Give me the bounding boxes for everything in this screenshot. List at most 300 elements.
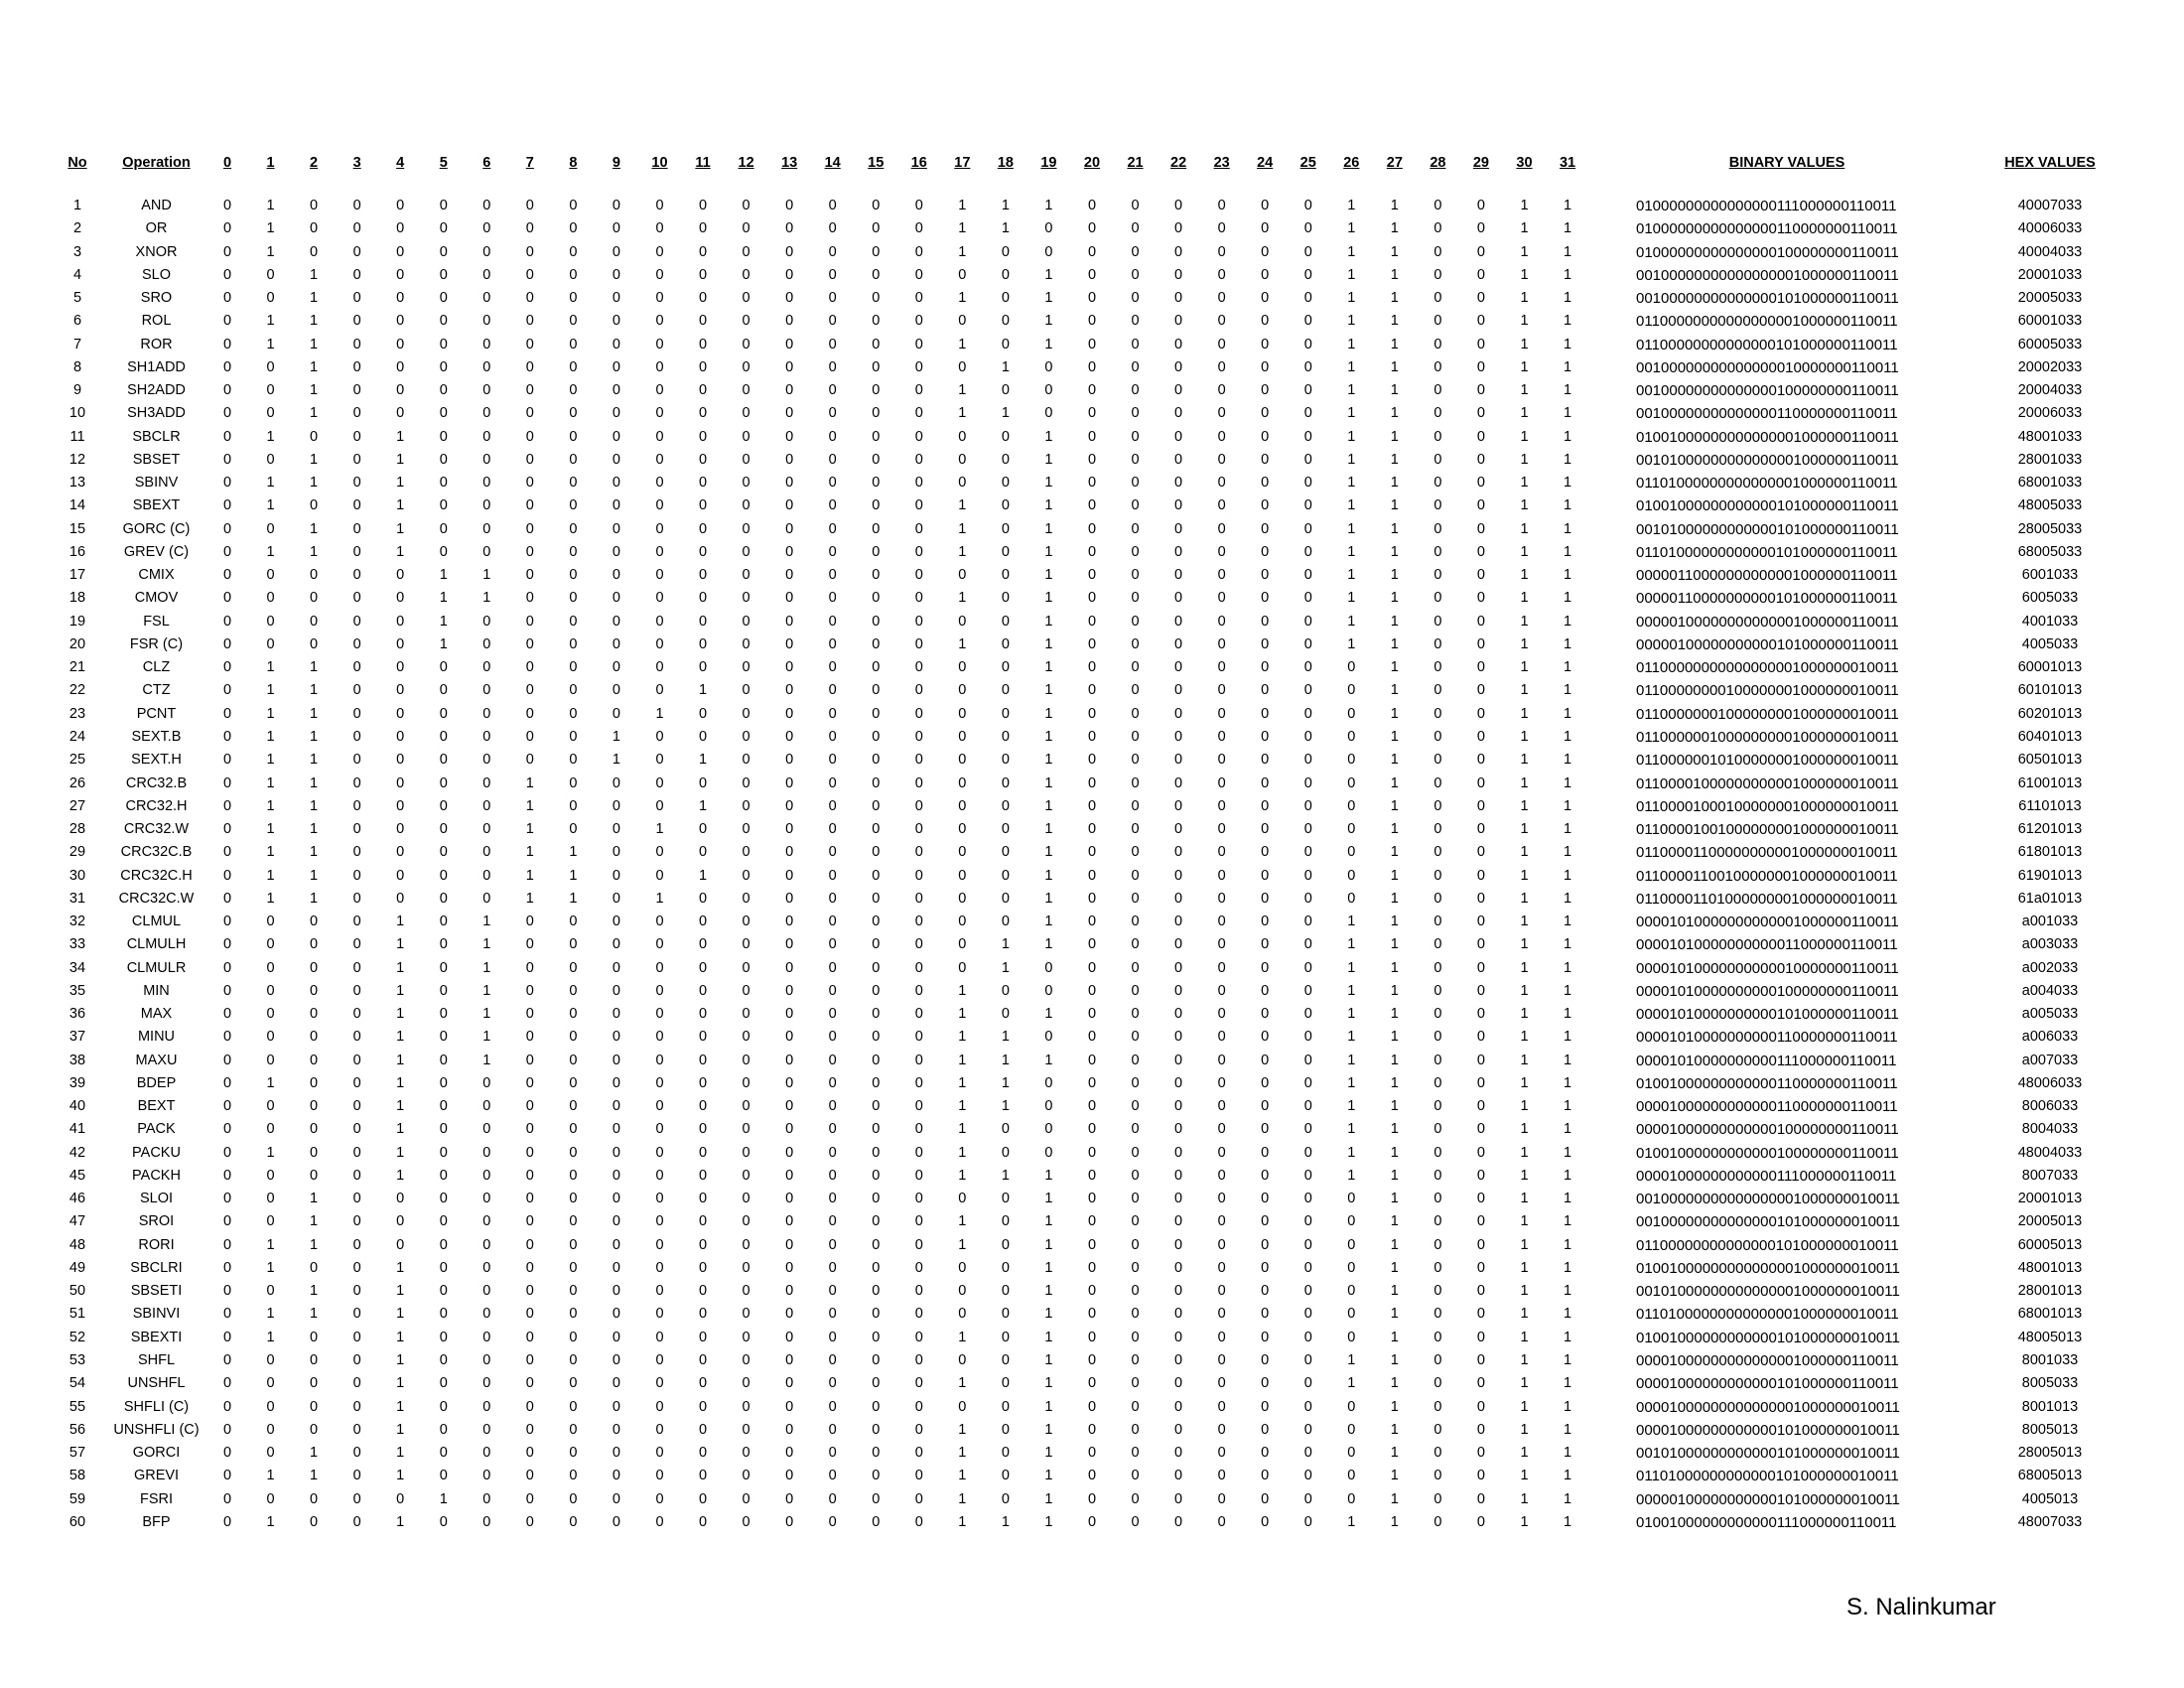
- bit-cell: 0: [1261, 590, 1270, 607]
- bit-cell: 0: [1261, 1236, 1270, 1253]
- bit-cell: 0: [396, 867, 405, 884]
- bit-cell: 0: [1131, 1167, 1140, 1184]
- bit-cell: 0: [1347, 1306, 1356, 1323]
- bit-cell: 0: [1087, 1513, 1097, 1530]
- bit-cell: 1: [396, 1144, 405, 1161]
- bit-cell: 0: [1303, 1006, 1312, 1023]
- bit-cell: 1: [266, 797, 275, 814]
- bit-cell: 1: [699, 682, 708, 699]
- bit-cell: 0: [872, 659, 881, 676]
- bit-cell: 1: [1390, 1213, 1399, 1230]
- bit-cell: 0: [1261, 405, 1270, 422]
- bit-cell: 0: [655, 752, 664, 769]
- bit-cell: 1: [1044, 1375, 1053, 1392]
- bit-cell: 0: [1087, 405, 1097, 422]
- operation-name: BEXT: [137, 1098, 176, 1115]
- hex-value: 20001033: [2017, 266, 2083, 283]
- operation-name: CRC32.B: [125, 774, 188, 791]
- bit-cell: 1: [1390, 243, 1399, 260]
- bit-cell: 0: [785, 590, 794, 607]
- bit-cell: 1: [1390, 774, 1399, 791]
- table-row: [0, 356, 2184, 379]
- bit-cell: 0: [1433, 1006, 1442, 1023]
- bit-cell: 0: [1347, 682, 1356, 699]
- bit-cell: 1: [1564, 1213, 1572, 1230]
- bit-cell: 1: [1520, 705, 1529, 722]
- bit-cell: 0: [742, 1445, 751, 1462]
- bit-cell: 1: [1390, 1236, 1399, 1253]
- bit-cell: 1: [396, 1352, 405, 1368]
- bit-cell: 0: [439, 336, 448, 352]
- bit-cell: 1: [1390, 520, 1399, 537]
- bit-cell: 0: [1087, 1398, 1097, 1415]
- bit-cell: 0: [439, 1421, 448, 1438]
- bit-cell: 0: [310, 1352, 319, 1368]
- bit-cell: 0: [1131, 358, 1140, 375]
- bit-cell: 0: [1303, 797, 1312, 814]
- bit-cell: 0: [1131, 867, 1140, 884]
- bit-cell: 0: [352, 1074, 361, 1091]
- bit-cell: 0: [872, 1167, 881, 1184]
- bit-cell: 1: [266, 475, 275, 492]
- bit-cell: 0: [1131, 1121, 1140, 1138]
- bit-cell: 0: [785, 844, 794, 861]
- bit-cell: 1: [1044, 914, 1053, 930]
- bit-cell: 0: [1001, 1468, 1010, 1484]
- bit-cell: 0: [1174, 1167, 1183, 1184]
- bit-cell: 1: [396, 497, 405, 514]
- bit-cell: 0: [266, 936, 275, 953]
- bit-cell: 0: [1303, 428, 1312, 445]
- bit-cell: 1: [1044, 1398, 1053, 1415]
- hex-value: 48004033: [2017, 1144, 2083, 1161]
- bit-cell: 1: [958, 1029, 967, 1046]
- hex-value: 60001033: [2017, 313, 2083, 330]
- binary-value: 01100000000000000001000000010011: [1636, 659, 1899, 677]
- bit-cell: 0: [828, 1121, 837, 1138]
- bit-cell: 0: [1303, 682, 1312, 699]
- operation-name: MAXU: [135, 1052, 178, 1068]
- bit-cell: 1: [1044, 844, 1053, 861]
- bit-cell: 0: [1433, 774, 1442, 791]
- bit-cell: 0: [352, 266, 361, 283]
- bit-cell: 0: [1476, 243, 1485, 260]
- bit-cell: 0: [1476, 821, 1485, 838]
- bit-cell: 1: [1390, 497, 1399, 514]
- operation-name: GORCI: [132, 1445, 181, 1462]
- bit-cell: 0: [1087, 1074, 1097, 1091]
- bit-cell: 0: [310, 428, 319, 445]
- bit-cell: 0: [1174, 867, 1183, 884]
- bit-cell: 0: [1476, 1259, 1485, 1276]
- bit-cell: 0: [352, 567, 361, 584]
- operation-name: CRC32C.B: [120, 844, 193, 861]
- bit-cell: 0: [828, 752, 837, 769]
- bit-cell: 1: [1564, 543, 1572, 560]
- operation-name: ROR: [140, 336, 173, 352]
- table-header-row: [0, 151, 2184, 175]
- bit-cell: 0: [699, 1098, 708, 1115]
- bit-cell: 0: [742, 1468, 751, 1484]
- bit-cell: 0: [1217, 1098, 1226, 1115]
- bit-cell: 0: [742, 198, 751, 213]
- bit-cell: 1: [1044, 774, 1053, 791]
- bit-cell: 0: [1476, 1468, 1485, 1484]
- bit-cell: 1: [1564, 1006, 1572, 1023]
- bit-cell: 0: [1303, 1191, 1312, 1207]
- bit-cell: 0: [1217, 1421, 1226, 1438]
- bit-cell: 1: [958, 1468, 967, 1484]
- bit-cell: 0: [352, 1167, 361, 1184]
- bit-cell: 0: [1303, 1236, 1312, 1253]
- bit-cell: 1: [1520, 635, 1529, 652]
- binary-value: 00001000000000000001000000010011: [1636, 1398, 1900, 1416]
- bit-cell: 0: [439, 797, 448, 814]
- row-number: 36: [68, 1006, 86, 1023]
- bit-cell: 0: [1347, 1259, 1356, 1276]
- row-number: 26: [68, 774, 86, 791]
- bit-cell: 0: [828, 1074, 837, 1091]
- bit-cell: 0: [222, 1283, 232, 1300]
- bit-cell: 1: [525, 821, 534, 838]
- bit-cell: 0: [742, 1283, 751, 1300]
- bit-cell: 0: [266, 959, 275, 976]
- bit-cell: 0: [569, 1259, 578, 1276]
- bit-cell: 0: [612, 520, 620, 537]
- bit-cell: 0: [828, 1259, 837, 1276]
- operation-name: FSRI: [139, 1490, 174, 1507]
- bit-cell: 0: [525, 1283, 534, 1300]
- bit-cell: 0: [785, 797, 794, 814]
- bit-cell: 0: [699, 1191, 708, 1207]
- bit-cell: 0: [482, 1074, 491, 1091]
- bit-cell: 0: [1131, 543, 1140, 560]
- row-number: 35: [68, 982, 86, 999]
- bit-cell: 0: [1001, 1375, 1010, 1392]
- bit-cell: 0: [1303, 982, 1312, 999]
- bit-cell: 0: [1261, 682, 1270, 699]
- bit-cell: 0: [1347, 1468, 1356, 1484]
- table-row: [0, 310, 2184, 333]
- bit-cell: 0: [1174, 336, 1183, 352]
- bit-cell: 1: [1520, 1236, 1529, 1253]
- bit-cell: 0: [352, 728, 361, 745]
- bit-cell: 0: [1476, 959, 1485, 976]
- bit-cell: 0: [1476, 358, 1485, 375]
- bit-cell: 0: [352, 1098, 361, 1115]
- bit-cell: 0: [699, 336, 708, 352]
- bit-cell: 0: [569, 520, 578, 537]
- bit-cell: 0: [1433, 613, 1442, 630]
- bit-cell: 0: [1087, 613, 1097, 630]
- hex-value: 28001013: [2017, 1283, 2083, 1300]
- bit-cell: 0: [352, 659, 361, 676]
- bit-cell: 0: [1217, 1074, 1226, 1091]
- operation-name: CMIX: [138, 567, 175, 584]
- bit-cell: 0: [1261, 358, 1270, 375]
- bit-cell: 1: [958, 1236, 967, 1253]
- bit-cell: 0: [699, 475, 708, 492]
- bit-cell: 1: [310, 520, 319, 537]
- bit-cell: 0: [914, 1052, 923, 1068]
- bit-cell: 1: [1564, 774, 1572, 791]
- bit-cell: 0: [1001, 613, 1010, 630]
- bit-cell: 0: [914, 1121, 923, 1138]
- bit-cell: 0: [742, 543, 751, 560]
- bit-cell: 0: [310, 1029, 319, 1046]
- bit-cell: 0: [1131, 1074, 1140, 1091]
- bit-cell: 0: [569, 475, 578, 492]
- bit-cell: 0: [655, 959, 664, 976]
- bit-cell: 0: [1347, 705, 1356, 722]
- bit-cell: 0: [785, 1213, 794, 1230]
- bit-cell: 1: [958, 1167, 967, 1184]
- bit-cell: 1: [1390, 1191, 1399, 1207]
- bit-cell: 0: [1131, 1306, 1140, 1323]
- bit-cell: 1: [439, 1490, 448, 1507]
- bit-cell: 1: [1390, 1074, 1399, 1091]
- bit-cell: 0: [655, 1029, 664, 1046]
- bit-cell: 1: [1564, 844, 1572, 861]
- bit-cell: 1: [1520, 1213, 1529, 1230]
- bit-cell: 0: [655, 1513, 664, 1530]
- bit-cell: 0: [828, 659, 837, 676]
- header-bit: 20: [1083, 155, 1101, 171]
- bit-cell: 1: [1520, 1098, 1529, 1115]
- bit-cell: 0: [1174, 1006, 1183, 1023]
- bit-cell: 0: [828, 635, 837, 652]
- bit-cell: 0: [439, 890, 448, 907]
- bit-cell: 0: [914, 428, 923, 445]
- operation-name: SEXT.B: [131, 728, 182, 745]
- bit-cell: 0: [828, 1421, 837, 1438]
- bit-cell: 0: [222, 520, 232, 537]
- bit-cell: 0: [525, 1191, 534, 1207]
- bit-cell: 0: [699, 382, 708, 399]
- bit-cell: 0: [828, 313, 837, 330]
- bit-cell: 1: [1520, 1029, 1529, 1046]
- bit-cell: 0: [785, 728, 794, 745]
- bit-cell: 0: [352, 705, 361, 722]
- bit-cell: 0: [310, 1167, 319, 1184]
- bit-cell: 0: [1087, 1421, 1097, 1438]
- bit-cell: 0: [785, 1029, 794, 1046]
- hex-value: 8005033: [2021, 1375, 2079, 1392]
- bit-cell: 0: [569, 1236, 578, 1253]
- bit-cell: 0: [742, 1259, 751, 1276]
- bit-cell: 0: [1131, 1006, 1140, 1023]
- bit-cell: 1: [1520, 914, 1529, 930]
- bit-cell: 1: [396, 1006, 405, 1023]
- table-row: [0, 726, 2184, 749]
- bit-cell: 1: [1347, 358, 1356, 375]
- bit-cell: 0: [1476, 613, 1485, 630]
- bit-cell: 0: [1476, 1445, 1485, 1462]
- bit-cell: 0: [266, 1052, 275, 1068]
- bit-cell: 0: [439, 497, 448, 514]
- bit-cell: 0: [310, 220, 319, 237]
- bit-cell: 0: [1433, 821, 1442, 838]
- hex-value: 61101013: [2018, 797, 2082, 814]
- bit-cell: 0: [655, 1306, 664, 1323]
- table-row: [0, 1327, 2184, 1349]
- bit-cell: 0: [828, 451, 837, 468]
- bit-cell: 1: [1390, 220, 1399, 237]
- bit-cell: 0: [785, 1006, 794, 1023]
- bit-cell: 0: [1261, 497, 1270, 514]
- bit-cell: 0: [1044, 1121, 1053, 1138]
- bit-cell: 1: [396, 1468, 405, 1484]
- bit-cell: 0: [742, 936, 751, 953]
- bit-cell: 0: [439, 914, 448, 930]
- row-number: 27: [68, 797, 86, 814]
- bit-cell: 0: [742, 659, 751, 676]
- bit-cell: 0: [742, 1029, 751, 1046]
- bit-cell: 0: [482, 821, 491, 838]
- bit-cell: 0: [1261, 451, 1270, 468]
- binary-value: 01100000000100000001000000010011: [1636, 682, 1899, 700]
- bit-cell: 0: [482, 1283, 491, 1300]
- bit-cell: 1: [1520, 1191, 1529, 1207]
- bit-cell: 1: [1347, 1052, 1356, 1068]
- bit-cell: 0: [872, 1098, 881, 1115]
- hex-value: 8007033: [2021, 1167, 2079, 1184]
- bit-cell: 0: [1087, 844, 1097, 861]
- bit-cell: 0: [872, 451, 881, 468]
- bit-cell: 0: [1217, 1006, 1226, 1023]
- bit-cell: 1: [958, 1445, 967, 1462]
- bit-cell: 0: [1174, 266, 1183, 283]
- bit-cell: 0: [612, 313, 620, 330]
- table-row: [0, 564, 2184, 587]
- bit-cell: 0: [1433, 1074, 1442, 1091]
- bit-cell: 1: [1564, 1098, 1572, 1115]
- bit-cell: 0: [222, 1236, 232, 1253]
- bit-cell: 0: [1001, 821, 1010, 838]
- bit-cell: 0: [828, 1352, 837, 1368]
- bit-cell: 0: [1433, 1468, 1442, 1484]
- bit-cell: 0: [612, 543, 620, 560]
- bit-cell: 0: [525, 313, 534, 330]
- bit-cell: 1: [1390, 1445, 1399, 1462]
- bit-cell: 0: [1131, 982, 1140, 999]
- bit-cell: 0: [569, 290, 578, 307]
- operation-name: GREV (C): [123, 543, 190, 560]
- operation-name: SRO: [140, 290, 173, 307]
- bit-cell: 0: [612, 1329, 620, 1345]
- bit-cell: 0: [1433, 1398, 1442, 1415]
- bit-cell: 0: [1001, 1236, 1010, 1253]
- bit-cell: 0: [222, 266, 232, 283]
- row-number: 21: [68, 659, 86, 676]
- bit-cell: 0: [1217, 774, 1226, 791]
- bit-cell: 0: [612, 936, 620, 953]
- bit-cell: 0: [785, 497, 794, 514]
- operation-name: SBEXTI: [130, 1329, 183, 1345]
- bit-cell: 0: [482, 752, 491, 769]
- bit-cell: 1: [1044, 475, 1053, 492]
- bit-cell: 0: [785, 774, 794, 791]
- bit-cell: 1: [266, 705, 275, 722]
- bit-cell: 0: [872, 358, 881, 375]
- bit-cell: 0: [222, 890, 232, 907]
- bit-cell: 0: [1261, 705, 1270, 722]
- bit-cell: 0: [742, 1352, 751, 1368]
- bit-cell: 0: [1131, 1375, 1140, 1392]
- bit-cell: 1: [1564, 520, 1572, 537]
- bit-cell: 0: [1476, 1213, 1485, 1230]
- operation-name: XNOR: [135, 243, 178, 260]
- hex-value: a002033: [2021, 959, 2079, 976]
- bit-cell: 0: [699, 1121, 708, 1138]
- bit-cell: 1: [1347, 220, 1356, 237]
- bit-cell: 0: [1433, 1421, 1442, 1438]
- bit-cell: 0: [1087, 198, 1097, 213]
- bit-cell: 0: [742, 358, 751, 375]
- bit-cell: 0: [482, 1306, 491, 1323]
- bit-cell: 0: [1131, 936, 1140, 953]
- bit-cell: 1: [1390, 1352, 1399, 1368]
- bit-cell: 0: [1261, 1259, 1270, 1276]
- bit-cell: 0: [439, 1259, 448, 1276]
- bit-cell: 0: [1476, 451, 1485, 468]
- bit-cell: 0: [742, 959, 751, 976]
- bit-cell: 0: [655, 451, 664, 468]
- table-row: [0, 1026, 2184, 1049]
- row-number: 31: [68, 890, 86, 907]
- bit-cell: 0: [396, 613, 405, 630]
- bit-cell: 0: [525, 520, 534, 537]
- hex-value: 68005013: [2017, 1468, 2083, 1484]
- bit-cell: 0: [525, 1167, 534, 1184]
- bit-cell: 0: [1433, 1283, 1442, 1300]
- bit-cell: 0: [828, 682, 837, 699]
- bit-cell: 0: [958, 1283, 967, 1300]
- bit-cell: 1: [1001, 358, 1010, 375]
- bit-cell: 0: [569, 728, 578, 745]
- bit-cell: 1: [1044, 266, 1053, 283]
- bit-cell: 0: [914, 1375, 923, 1392]
- bit-cell: 0: [1001, 475, 1010, 492]
- bit-cell: 0: [310, 1052, 319, 1068]
- bit-cell: 1: [1390, 613, 1399, 630]
- bit-cell: 0: [222, 1490, 232, 1507]
- bit-cell: 0: [1476, 567, 1485, 584]
- bit-cell: 0: [1087, 1006, 1097, 1023]
- bit-cell: 0: [1174, 1329, 1183, 1345]
- bit-cell: 0: [1476, 1006, 1485, 1023]
- bit-cell: 0: [612, 959, 620, 976]
- bit-cell: 1: [1347, 1006, 1356, 1023]
- bit-cell: 0: [1261, 1306, 1270, 1323]
- bit-cell: 0: [1433, 1213, 1442, 1230]
- binary-value: 01100000010000000001000000010011: [1636, 728, 1899, 746]
- row-number: 39: [68, 1074, 86, 1091]
- bit-cell: 0: [1087, 1490, 1097, 1507]
- bit-cell: 0: [1174, 1144, 1183, 1161]
- bit-cell: 0: [612, 382, 620, 399]
- bit-cell: 0: [222, 1513, 232, 1530]
- bit-cell: 0: [1433, 1329, 1442, 1345]
- bit-cell: 0: [655, 774, 664, 791]
- bit-cell: 0: [785, 1283, 794, 1300]
- bit-cell: 1: [1564, 405, 1572, 422]
- bit-cell: 0: [222, 475, 232, 492]
- bit-cell: 1: [1347, 959, 1356, 976]
- bit-cell: 0: [1303, 844, 1312, 861]
- bit-cell: 0: [1174, 1306, 1183, 1323]
- bit-cell: 0: [222, 705, 232, 722]
